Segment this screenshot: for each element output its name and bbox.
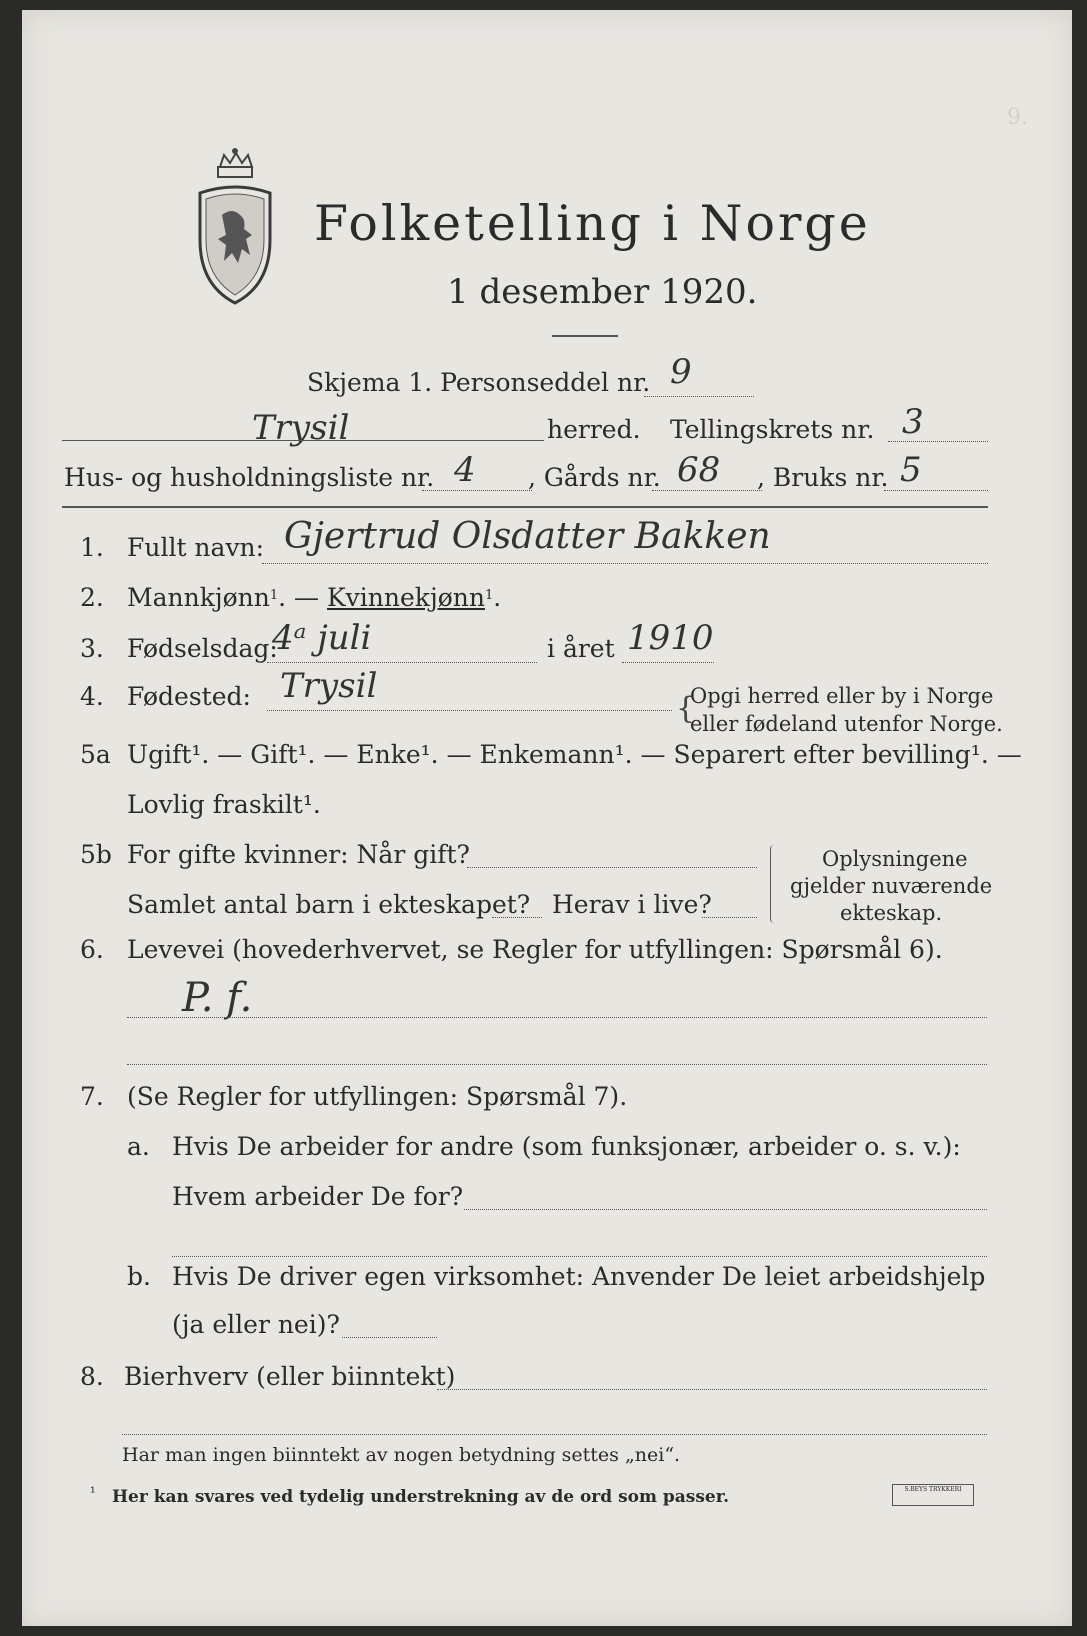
husliste-value[interactable]: 4 — [454, 450, 476, 490]
q7-label: (Se Regler for utfyllingen: Spørsmål 7). — [127, 1082, 628, 1111]
employer-line-1[interactable] — [464, 1209, 987, 1210]
marriage-note-1: Oplysningene — [822, 847, 968, 871]
personseddel-number[interactable]: 9 — [670, 352, 692, 392]
q7a-line2: Hvem arbeider De for? — [172, 1182, 464, 1211]
marriage-note-3: ekteskap. — [840, 901, 943, 925]
personseddel-line — [644, 396, 754, 397]
occupation-line-2 — [127, 1064, 987, 1065]
brace: { — [676, 691, 696, 726]
herred-line — [62, 440, 544, 441]
side-income-label: Bierhverv (eller biinntekt) — [124, 1362, 456, 1391]
bleed-through: 9. — [1007, 105, 1028, 130]
birth-year-line — [622, 662, 714, 663]
children-count-line[interactable] — [492, 917, 542, 918]
tellingskrets-value[interactable]: 3 — [902, 402, 924, 442]
q1-label: Fullt navn: — [127, 533, 265, 562]
q3-number: 3. — [80, 634, 104, 663]
gards-value[interactable]: 68 — [677, 450, 721, 490]
herred-value[interactable]: Trysil — [252, 408, 350, 448]
q7b-line2: (ja eller nei)? — [172, 1310, 340, 1339]
section-divider — [62, 506, 988, 508]
gards-label: , Gårds nr. — [528, 463, 661, 492]
q3-label: Fødselsdag: — [127, 634, 278, 663]
q7-number: 7. — [80, 1082, 104, 1111]
footnote-text: Her kan svares ved tydelig understrekning av de ord som passer. — [112, 1487, 730, 1507]
footnote-mark: ¹ — [90, 1485, 96, 1501]
year-label: i året — [547, 634, 615, 663]
occupation-line-1 — [127, 1017, 987, 1018]
marriage-note-2: gjelder nuværende — [790, 874, 993, 898]
title-divider — [552, 335, 618, 337]
gender-female-option[interactable]: Kvinnekjønn — [327, 583, 485, 612]
marital-options[interactable]: Ugift¹. — Gift¹. — Enke¹. — Enkemann¹. — Separert efter bevilling¹. — — [127, 740, 1022, 769]
q7b-number: b. — [127, 1262, 151, 1291]
side-income-line-2[interactable] — [122, 1434, 987, 1435]
children-count-label: Samlet antal barn i ekteskapet? — [127, 890, 531, 919]
married-when-label: For gifte kvinner: Når gift? — [127, 840, 470, 869]
birth-year-value[interactable]: 1910 — [627, 618, 714, 658]
schema-label: Skjema 1. Personseddel nr. — [307, 368, 651, 397]
herred-label: herred. — [547, 415, 641, 444]
census-form-sheet — [22, 10, 1072, 1626]
occupation-label: Levevei (hovederhvervet, se Regler for utfyllingen: Spørsmål 6). — [127, 935, 943, 964]
printer-stamp-text: S.BEYS TRYKKERI — [904, 1486, 962, 1493]
husliste-line — [422, 490, 532, 491]
employer-line-2[interactable] — [172, 1256, 987, 1257]
q5b-number: 5b — [80, 840, 112, 869]
birthplace-note-1: Opgi herred eller by i Norge — [690, 684, 994, 708]
birthplace-value[interactable]: Trysil — [280, 666, 378, 706]
gender-separator: — — [294, 583, 320, 612]
no-income-note: Har man ingen biinntekt av nogen betydning settes „nei“. — [122, 1444, 681, 1466]
q5a-number: 5a — [80, 740, 111, 769]
printer-stamp — [892, 1484, 974, 1506]
bruks-line — [884, 490, 988, 491]
birthplace-line — [267, 710, 672, 711]
coat-of-arms-icon — [192, 145, 272, 305]
children-alive-label: Herav i live? — [552, 890, 712, 919]
occupation-value[interactable]: P. f. — [182, 975, 253, 1021]
bruks-value[interactable]: 5 — [900, 450, 922, 490]
birthplace-note-2: eller fødeland utenfor Norge. — [690, 712, 1003, 736]
census-date: 1 desember 1920. — [447, 272, 758, 312]
side-income-line-1[interactable] — [437, 1389, 987, 1390]
gender-male-option[interactable]: Mannkjønn — [127, 583, 270, 612]
q7b-line1: Hvis De driver egen virksomhet: Anvender De leiet arbeidshjelp — [172, 1262, 986, 1291]
q2-number: 2. — [80, 583, 104, 612]
husliste-label: Hus- og husholdningsliste nr. — [64, 463, 435, 492]
q8-number: 8. — [80, 1362, 104, 1391]
q4-number: 4. — [80, 682, 104, 711]
birthday-line — [267, 662, 537, 663]
page-title: Folketelling i Norge — [314, 195, 871, 252]
tellingskrets-line — [888, 441, 988, 442]
q7a-line1: Hvis De arbeider for andre (som funksjonær, arbeider o. s. v.): — [172, 1132, 961, 1161]
gender-options[interactable]: Mannkjønn$^1$. — Kvinnekjønn$^1$. — [127, 583, 502, 612]
marital-options-divorced[interactable]: Lovlig fraskilt¹. — [127, 790, 321, 819]
married-when-line[interactable] — [467, 867, 757, 868]
gards-line — [652, 490, 762, 491]
q4-label: Fødested: — [127, 682, 251, 711]
q7a-number: a. — [127, 1132, 150, 1161]
children-alive-line[interactable] — [702, 917, 757, 918]
full-name-value[interactable]: Gjertrud Olsdatter Bakken — [284, 516, 771, 557]
q6-number: 6. — [80, 935, 104, 964]
hired-help-line[interactable] — [342, 1337, 437, 1338]
full-name-line — [262, 563, 988, 564]
birthday-value[interactable]: 4ᵃ juli — [272, 618, 372, 658]
bruks-label: , Bruks nr. — [757, 463, 889, 492]
tellingskrets-label: Tellingskrets nr. — [670, 415, 875, 444]
q1-number: 1. — [80, 533, 104, 562]
marriage-note-bracket — [770, 845, 774, 923]
